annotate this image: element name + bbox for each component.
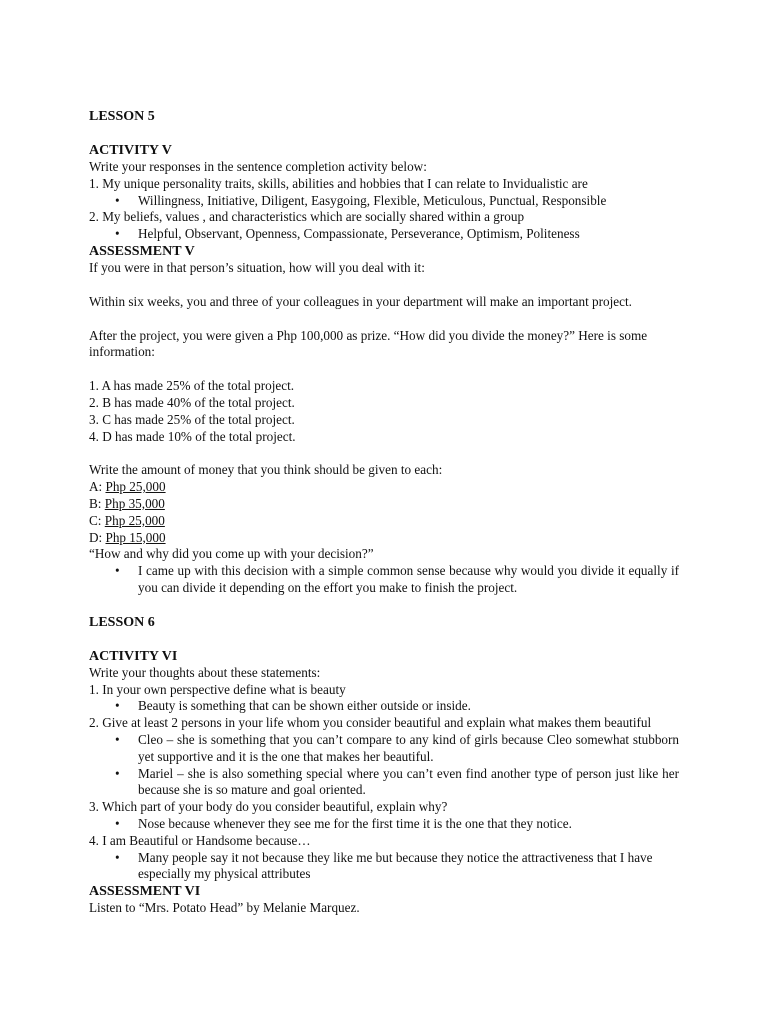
answer-line-d [89,530,679,547]
activity-6-answer-2a: • Cleo – she is something that you can’t compare to any kind of girls because Cleo somewhat stubborn yet supportive and it is the one that makes her beautiful. [89,732,679,766]
assessment-5-question: “How and why did you come up with your decision?” [89,546,374,562]
activity-6-question-4: 4. I am Beautiful or Handsome because… [89,832,311,848]
answer-line-c [89,513,679,530]
activity-6-question-3: 3. Which part of your body do you consider beautiful, explain why? [89,799,448,815]
activity-6-question-1: 1. In your own perspective define what is beauty [89,681,346,697]
answer-value: Php 35,000 [104,495,165,511]
activity-5-answer-1: • Willingness, Initiative, Diligent, Easygoing, Flexible, Meticulous, Punctual, Responsible [89,193,679,210]
answer-label: C: [89,512,105,528]
assessment-5-paragraph-1: Within six weeks, you and three of your colleagues in your department will make an important project. [89,293,632,309]
answer-label: D: [89,529,106,545]
assessment-5-paragraph-2: After the project, you were given a Php 100,000 as prize. “How did you divide the money?” Here is some information: [89,327,648,360]
assessment-6-text: Listen to “Mrs. Potato Head” by Melanie Marquez. [89,900,360,916]
assessment-5-intro: If you were in that person’s situation, how will you deal with it: [89,259,425,275]
document-body [89,108,679,917]
lesson-6-heading: LESSON 6 [89,614,155,630]
activity-6-instruction: Write your thoughts about these statements: [89,664,321,680]
fact-item: 4. D has made 10% of the total project. [89,428,296,444]
activity-6-answer-4: • Many people say it not because they like me but because they notice the attractiveness that I have especially my physical attributes [89,850,679,884]
assessment-5-reason: • I came up with this decision with a simple common sense because why would you divide it equally if you can divide it depending on the effort you make to finish the project. [89,563,679,597]
fact-item: 3. C has made 25% of the total project. [89,411,295,427]
answer-value: Php 25,000 [105,479,166,495]
answer-label: B: [89,495,105,511]
answer-label: A: [89,479,106,495]
assessment-5-prompt: Write the amount of money that you think should be given to each: [89,462,443,478]
answer-value: Php 25,000 [104,512,165,528]
activity-5-question-2: 2. My beliefs, values , and characteristics which are socially shared within a group [89,209,525,225]
answer-value: Php 15,000 [105,529,166,545]
activity-6-answer-3: • Nose because whenever they see me for the first time it is the one that they notice. [89,816,679,833]
answer-line-a [89,479,679,496]
activity-6-answer-2b: • Mariel – she is also something special where you can’t even find another type of person just like her because she is so mature and goal oriented. [89,766,679,800]
assessment-5-heading: ASSESSMENT V [89,243,195,259]
assessment-6-heading: ASSESSMENT VI [89,884,201,900]
activity-6-answer-1: • Beauty is something that can be shown either outside or inside. [89,698,679,715]
fact-item: 1. A has made 25% of the total project. [89,378,295,394]
answer-line-b [89,496,679,513]
activity-5-heading: ACTIVITY V [89,143,172,158]
activity-5-question-1: 1. My unique personality traits, skills, abilities and hobbies that I can relate to Invidualistic are [89,175,588,191]
activity-5-answer-2: • Helpful, Observant, Openness, Compassionate, Perseverance, Optimism, Politeness [89,226,679,243]
activity-6-question-2: 2. Give at least 2 persons in your life whom you consider beautiful and explain what makes them beautiful [89,715,652,731]
activity-6-heading: ACTIVITY VI [89,648,178,664]
lesson-5-heading: LESSON 5 [89,109,155,124]
activity-5-instruction: Write your responses in the sentence completion activity below: [89,159,427,174]
fact-item: 2. B has made 40% of the total project. [89,394,295,410]
